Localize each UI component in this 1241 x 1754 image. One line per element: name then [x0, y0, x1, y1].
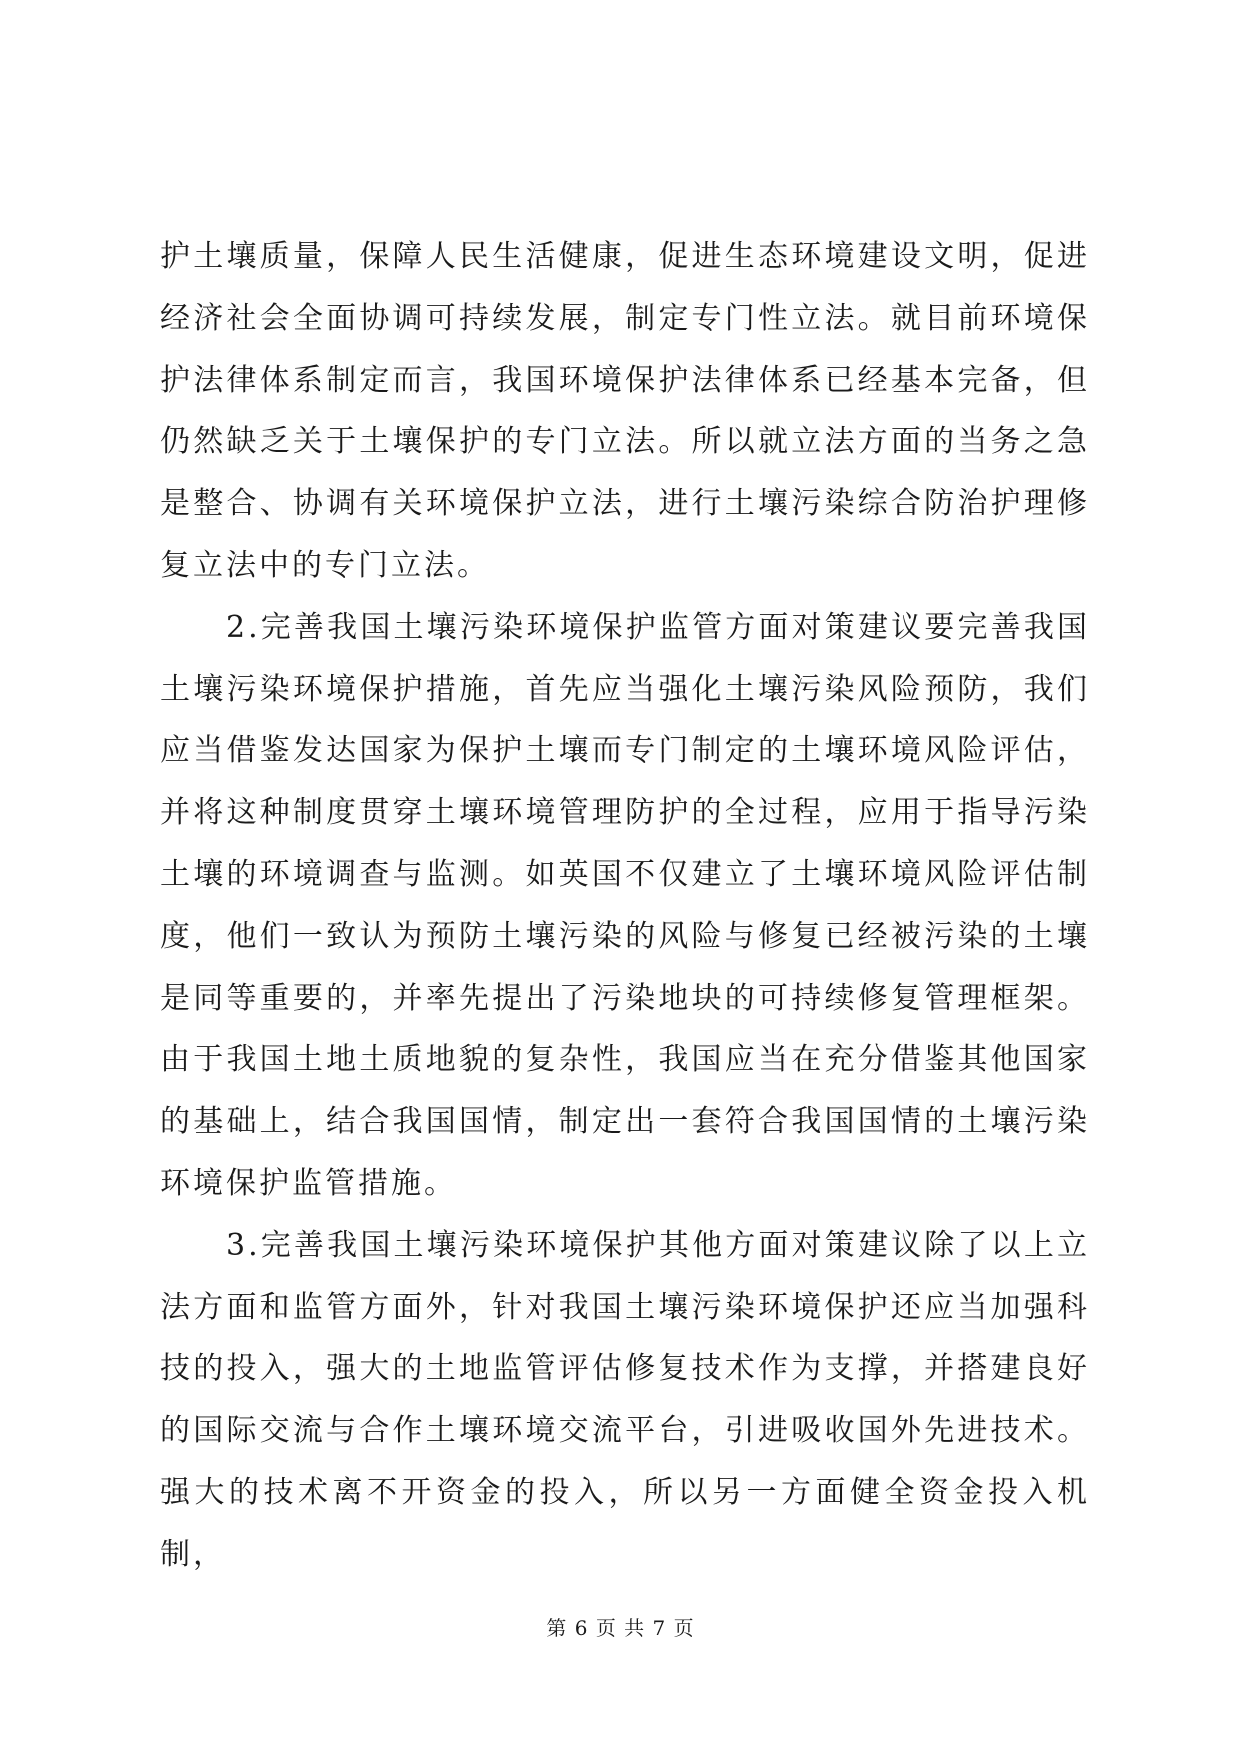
body-text — [160, 226, 1090, 1586]
paragraph-legislation-conclusion: 护土壤质量，保障人民生活健康，促进生态环境建设文明，促进经济社会全面协调可持续发展，制定专门性立法。就目前环境保护法律体系制定而言，我国环境保护法律体系已经基本完备，但仍然缺乏关于土壤保护的专门立法。所以就立法方面的当务之急是整合、协调有关环境保护立法，进行土壤污染综合防治护理修复立法中的专门立法。 — [160, 239, 1090, 583]
page-footer: 第 6 页 共 7 页 — [546, 1616, 695, 1640]
paragraph-supervision-suggestions: 2.完善我国土壤污染环境保护监管方面对策建议要完善我国土壤污染环境保护措施，首先应当强化土壤污染风险预防，我们应当借鉴发达国家为保护土壤而专门制定的土壤环境风险评估，并将这种制度贯穿土壤环境管理防护的全过程，应用于指导污染土壤的环境调查与监测。如英国不仅建立了土壤环境风险评估制度，他们一致认为预防土壤污染的风险与修复已经被污染的土壤是同等重要的，并率先提出了污染地块的可持续修复管理框架。由于我国土地土质地貌的复杂性，我国应当在充分借鉴其他国家的基础上，结合我国国情，制定出一套符合我国国情的土壤污染环境保护监管措施。 — [160, 609, 1090, 1201]
paragraph-other-suggestions: 3.完善我国土壤污染环境保护其他方面对策建议除了以上立法方面和监管方面外，针对我国土壤污染环境保护还应当加强科技的投入，强大的土地监管评估修复技术作为支撑，并搭建良好的国际交流与合作土壤环境交流平台，引进吸收国外先进技术。强大的技术离不开资金的投入，所以另一方面健全资金投入机制， — [160, 1227, 1090, 1572]
